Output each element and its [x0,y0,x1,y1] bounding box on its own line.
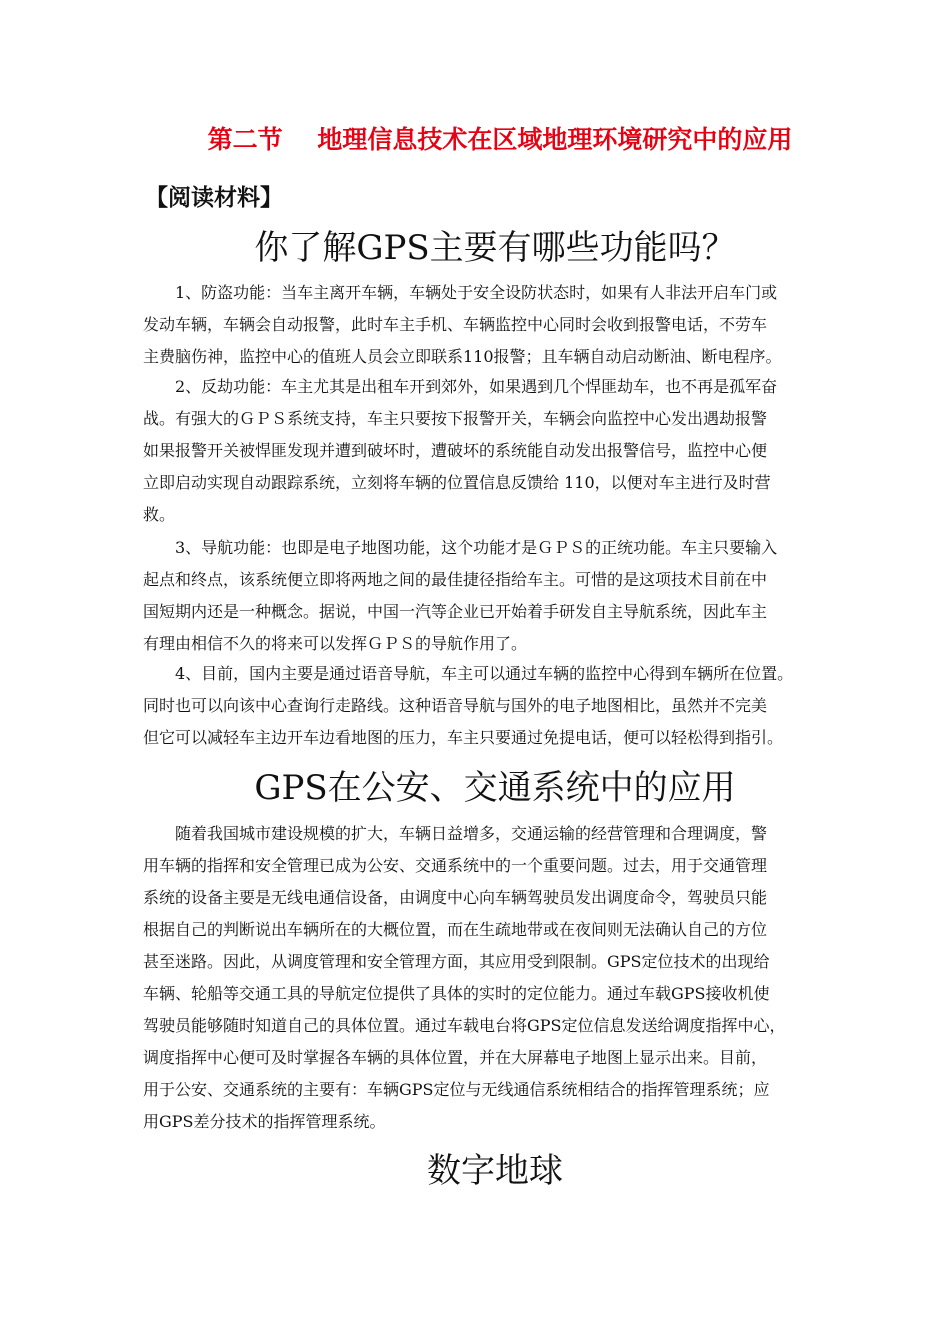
text-line: 用GPS差分技术的指挥管理系统。 [143,1112,386,1131]
text-line: 调度指挥中心便可及时掌握各车辆的具体位置，并在大屏幕电子地图上显示出来。目前， [143,1048,768,1067]
heading-digital-earth: 数字地球 [427,1151,563,1191]
text-line: 用于公安、交通系统的主要有：车辆GPS定位与无线通信系统相结合的指挥管理系统；应 [143,1080,770,1099]
paragraph-navigation [143,532,808,660]
text-line: 2、反劫功能：车主尤其是出租车开到郊外，如果遇到几个悍匪劫车，也不再是孤军奋 [175,377,778,396]
text-line: 如果报警开关被悍匪发现并遭到破坏时，遭破坏的系统能自动发出报警信号，监控中心便 [143,441,768,460]
text-line: 3、导航功能：也即是电子地图功能，这个功能才是ＧＰＳ的正统功能。车主只要输入 [175,538,778,557]
paragraph-voice-navigation [143,658,808,754]
section-title: 第二节 地理信息技术在区域地理环境研究中的应用 [207,125,793,154]
paragraph-anti-robbery [143,371,808,531]
text-line: 4、目前，国内主要是通过语音导航，车主可以通过车辆的监控中心得到车辆所在位置。 [175,664,794,683]
text-line: 但它可以减轻车主边开车边看地图的压力，车主只要通过免提电话，便可以轻松得到指引。 [143,728,784,747]
text-line: 随着我国城市建设规模的扩大，车辆日益增多，交通运输的经营管理和合理调度，警 [175,824,768,843]
text-line: 有理由相信不久的将来可以发挥ＧＰＳ的导航作用了。 [143,634,528,653]
text-line: 战。有强大的ＧＰＳ系统支持，车主只要按下报警开关，车辆会向监控中心发出遇劫报警 [143,409,768,428]
text-line: 立即启动实现自动跟踪系统，立刻将车辆的位置信息反馈给 110，以便对车主进行及时营 [143,473,771,492]
text-line: 驾驶员能够随时知道自己的具体位置。通过车载电台将GPS定位信息发送给调度指挥中心， [143,1016,786,1035]
text-line: 甚至迷路。因此，从调度管理和安全管理方面，其应用受到限制。GPS定位技术的出现给 [143,952,770,971]
text-line: 起点和终点，该系统便立即将两地之间的最佳捷径指给车主。可惜的是这项技术目前在中 [143,570,768,589]
text-line: 国短期内还是一种概念。据说，中国一汽等企业已开始着手研发自主导航系统，因此车主 [143,602,768,621]
text-line: 根据自己的判断说出车辆所在的大概位置，而在生疏地带或在夜间则无法确认自己的方位 [143,920,768,939]
text-line: 用车辆的指挥和安全管理已成为公安、交通系统中的一个重要问题。过去，用于交通管理 [143,856,768,875]
reading-material-label: 【阅读材料】 [145,185,283,211]
paragraph-anti-theft [143,277,808,373]
heading-gps-police-traffic: GPS在公安、交通系统中的应用 [254,768,736,808]
text-line: 车辆、轮船等交通工具的导航定位提供了具体的实时的定位能力。通过车载GPS接收机使 [143,984,770,1003]
text-line: 系统的设备主要是无线电通信设备，由调度中心向车辆驾驶员发出调度命令，驾驶员只能 [143,888,768,907]
paragraph-police-traffic [143,818,808,1138]
text-line: 救。 [143,505,176,524]
text-line: 1、防盗功能：当车主离开车辆，车辆处于安全设防状态时，如果有人非法开启车门或 [175,283,778,302]
text-line: 发动车辆，车辆会自动报警，此时车主手机、车辆监控中心同时会收到报警电话，不劳车 [143,315,768,334]
text-line: 主费脑伤神，监控中心的值班人员会立即联系110报警；且车辆自动启动断油、断电程序。 [143,347,782,366]
heading-gps-functions: 你了解GPS主要有哪些功能吗？ [254,228,736,268]
text-line: 同时也可以向该中心查询行走路线。这种语音导航与国外的电子地图相比，虽然并不完美 [143,696,768,715]
